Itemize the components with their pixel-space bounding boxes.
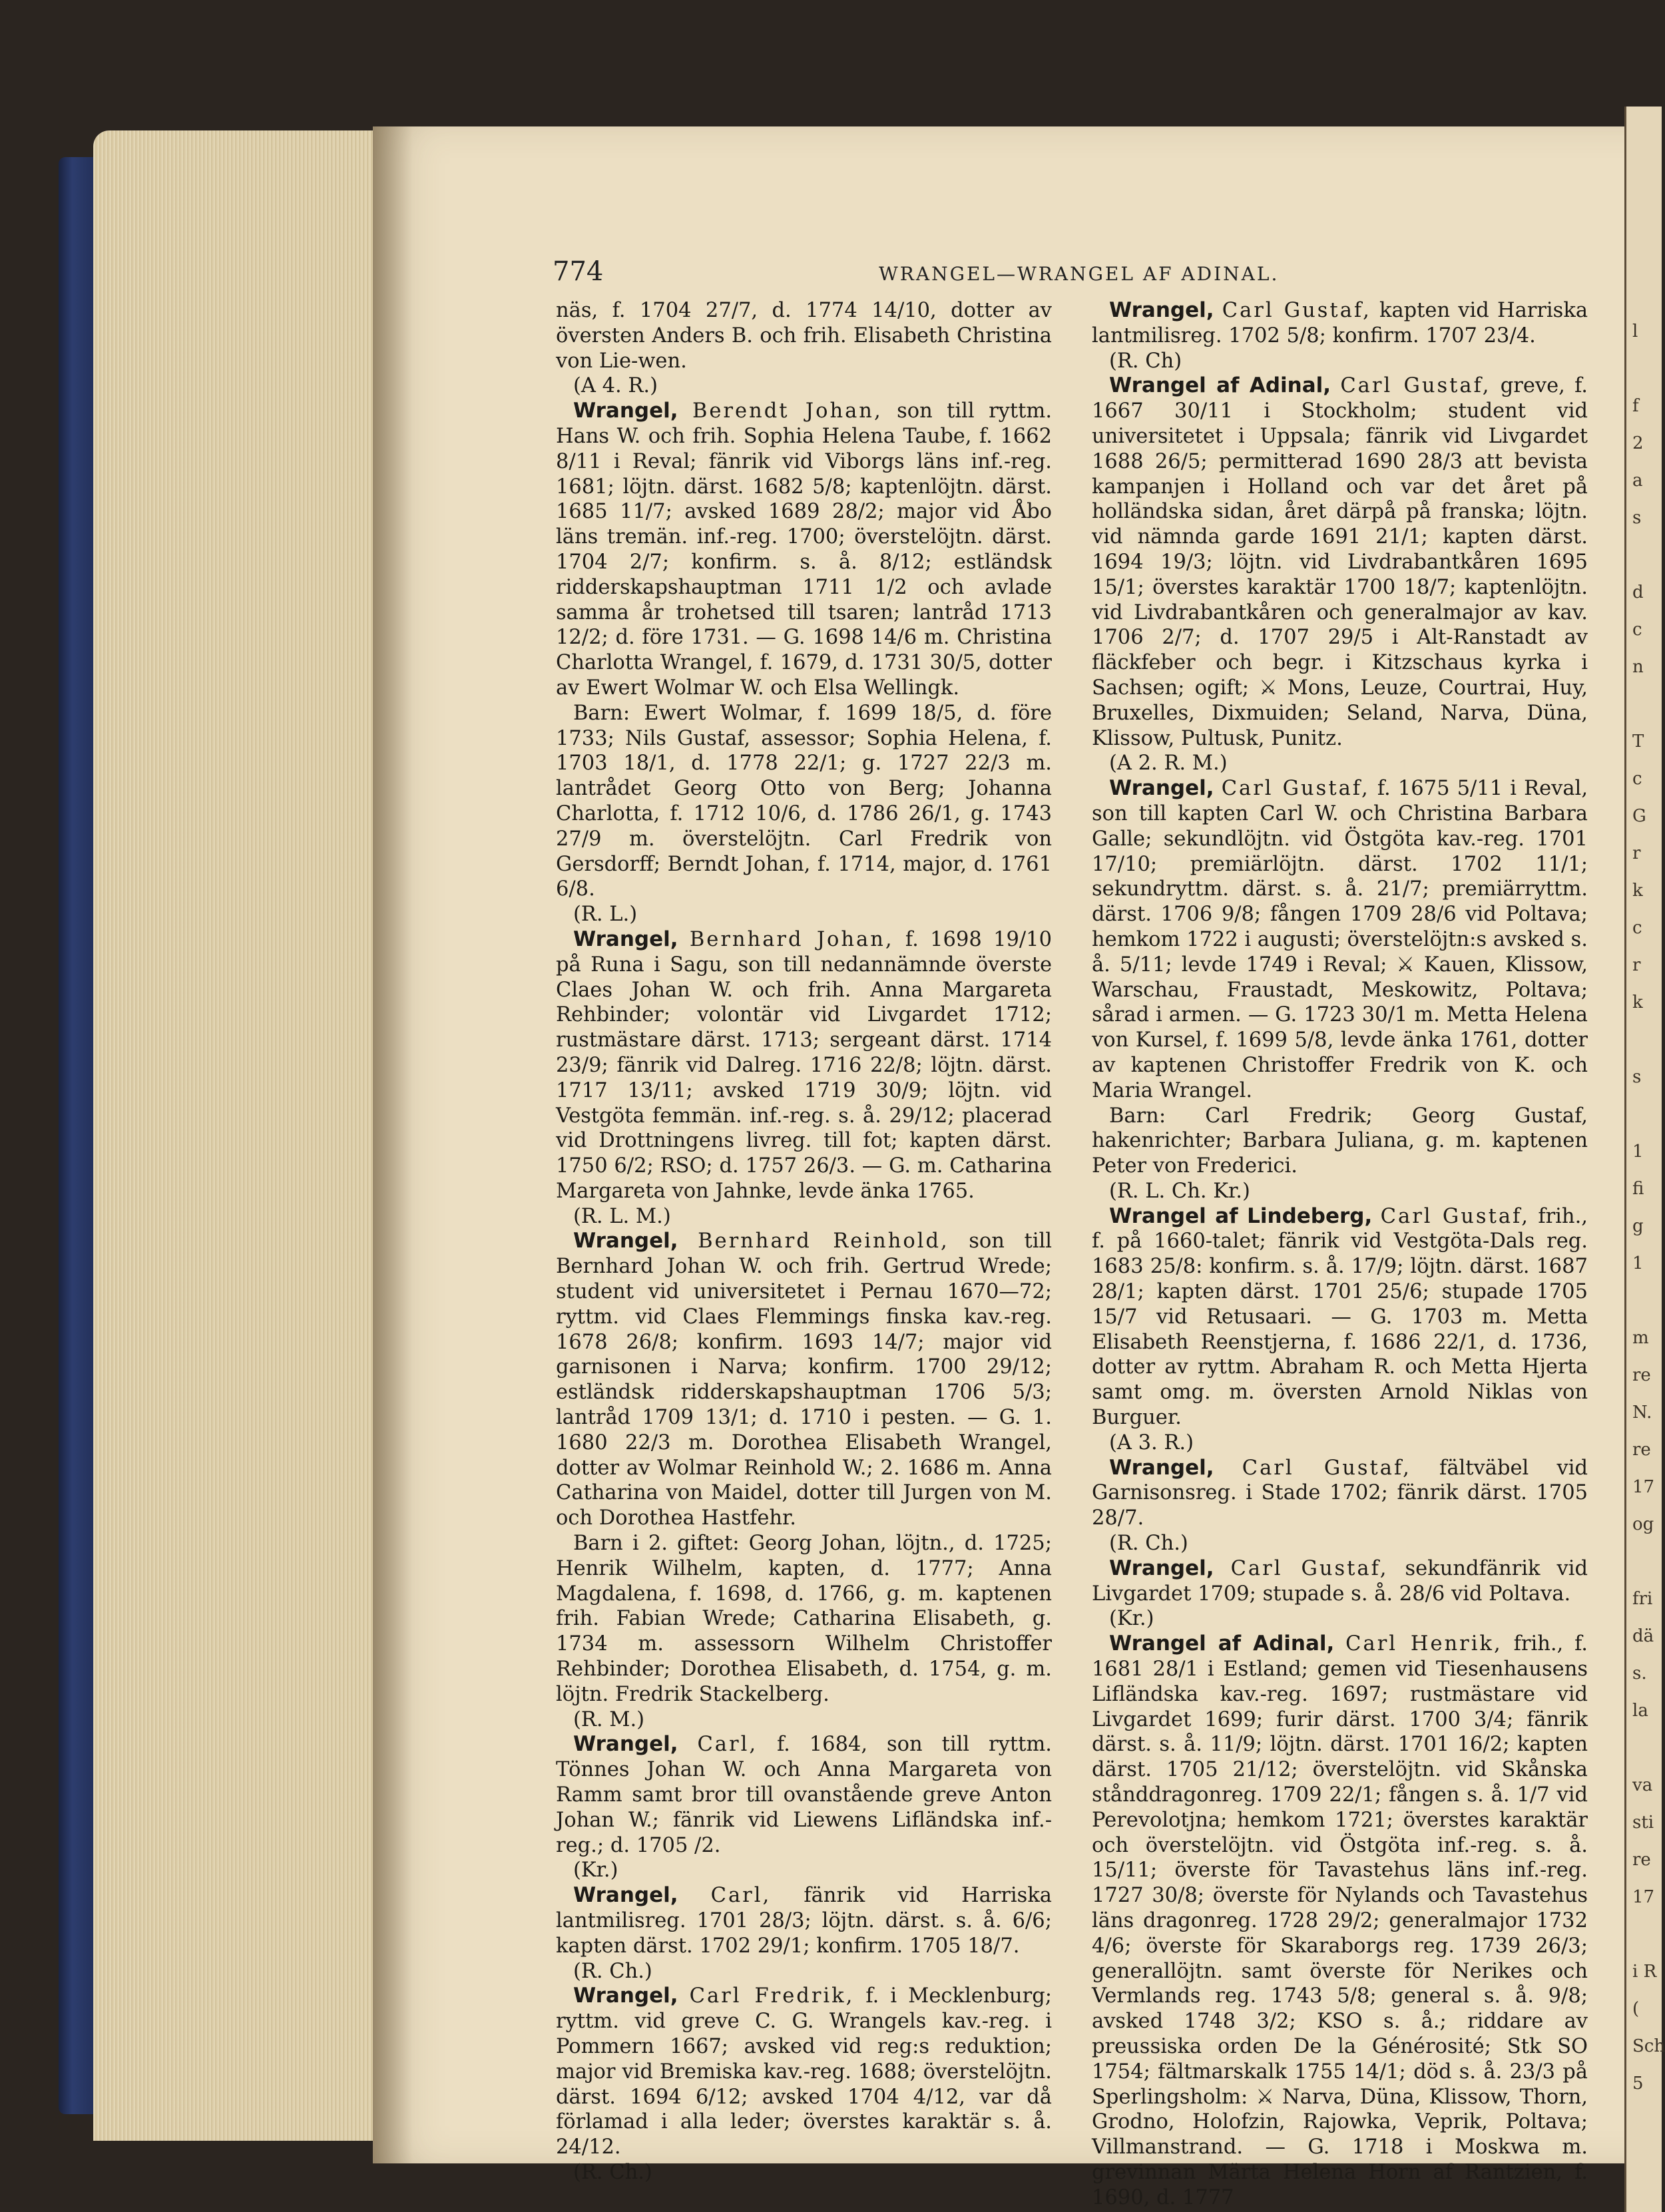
- source-reference: (Kr.): [1109, 1607, 1154, 1631]
- facing-page-fragment: fri: [1632, 1589, 1653, 1609]
- page-header: [553, 256, 1591, 296]
- children-paragraph: Barn: Carl Fredrik; Georg Gustaf, hakenrichter; Barbara Juliana, g. m. kaptenen Peter von Frederici.: [1092, 1104, 1588, 1178]
- entry-text: f. 1684, son till ryttm. Tönnes Johan W. och Anna Margareta von Ramm samt bror till ovanstående greve Anton Johan W.; fänrik vid Liewens Lifländska inf.-reg.; d. 1705 /2.: [556, 1733, 1052, 1857]
- entry-text: sekundfänrik vid Livgardet 1709; stupade s. å. 28/6 vid Poltava.: [1092, 1556, 1588, 1606]
- facing-page-fragment: c: [1632, 769, 1642, 789]
- entry-surname: Wrangel,: [573, 399, 678, 423]
- entry-given-names: Carl,: [697, 1733, 758, 1757]
- facing-page-fragment: re: [1632, 1850, 1651, 1870]
- entry-surname: Wrangel af Adinal,: [1109, 373, 1331, 398]
- entry-text: frih., f. 1681 28/1 i Estland; gemen vid Tiesenhausens Lifländska kav.-reg. 1697; rustmästare vid Livgardet 1699; furir därst. 1700 3/4; fänrik därst. s. å. 11/9; löjtn. därst. 1701 16/2; kapten därst. 1705 21/12; överstelöjtn. vid Skånska stånddragonreg. 1709 22/1; fången s. å. 1/7 vid Perevolotjna; hemkom 1721; överstes karaktär och överstelöjtn. vid Östgöta inf.-reg. s. å. 15/11; överste för Tavastehus läns inf.-reg. 1727 30/8; överste för Nylands och Tavastehus läns dragonreg. 1728 29/2; generalmajor 1732 4/6; överste för Skaraborgs reg. 1739 26/3; generallöjtn. samt överste för Nerikes och Vermlands reg. 1743 5/8; general s. å. 9/8; avsked 1748 3/2; KSO s. å.; riddare av preussiska orden De la Générosité; Stk SO 1754; fältmarskalk 1755 14/1; död s. å. 23/3 på Sperlingsholm: ⚔ Narva, Düna, Klissow, Thorn, Grodno, Holofzin, Rajowka, Veprik, Poltava; Villmanstrand. — G. 1718 i Moskwa m. grevinnan Märta Helena Horn af Rantzien, f. 1690, d. 1777: [1092, 1632, 1588, 2209]
- facing-page-fragment: 17: [1632, 1887, 1655, 1907]
- entry-given-names: Carl Fredrik,: [689, 1984, 855, 2008]
- facing-page-fragment: 5: [1632, 2074, 1644, 2094]
- entry-given-names: Carl Gustaf,: [1222, 299, 1371, 322]
- facing-page-fragment: 1: [1632, 1142, 1644, 1162]
- source-reference: (A 4. R.): [573, 374, 658, 398]
- facing-page-fragment: n: [1632, 657, 1644, 677]
- facing-page-fragment: og: [1632, 1514, 1654, 1534]
- facing-page-fragment: fi: [1632, 1179, 1644, 1199]
- facing-page-fragment: [1632, 1729, 1659, 1767]
- source-reference: (R. Ch): [1109, 349, 1182, 373]
- entry-text: fältväbel vid Garnisonsreg. i Stade 1702; fänrik därst. 1705 28/7.: [1092, 1456, 1588, 1530]
- left-text-column: [556, 298, 1052, 2185]
- entry-given-names: Carl Gustaf,: [1380, 1204, 1530, 1228]
- entry-surname: Wrangel af Adinal,: [1109, 1632, 1335, 1656]
- facing-page-fragment: i R: [1632, 1962, 1657, 1982]
- source-reference: (R. L. M.): [573, 1204, 671, 1228]
- continued-text: näs, f. 1704 27/7, d. 1774 14/10, dotter av översten Anders B. och frih. Elisabeth Christina von Lie-wen.: [556, 299, 1052, 373]
- facing-page-fragment: s: [1632, 508, 1642, 528]
- book-cover-edge: [59, 157, 93, 2114]
- biography-entry: [1092, 776, 1588, 1103]
- entry-text: fänrik vid Harriska lantmilisreg. 1701 28/3; löjtn. därst. s. å. 6/6; kapten därst. 1702 29/1; konfirm. 1705 18/7.: [556, 1884, 1052, 1958]
- entry-given-names: Carl Henrik,: [1345, 1632, 1503, 1656]
- entry-surname: Wrangel,: [573, 1984, 678, 2008]
- facing-page-fragment: (: [1632, 1999, 1640, 2019]
- source-reference: (R. M.): [573, 1707, 645, 1731]
- source-reference: (R. L.): [573, 903, 638, 927]
- facing-page-fragment: re: [1632, 1440, 1651, 1460]
- biography-entry: [556, 927, 1052, 1204]
- facing-page-fragment: dä: [1632, 1626, 1654, 1646]
- entry-surname: Wrangel,: [573, 1732, 678, 1757]
- facing-page-fragment: a: [1632, 471, 1643, 491]
- entry-surname: Wrangel,: [1109, 1455, 1214, 1480]
- source-reference: (R. Ch.): [1109, 1532, 1188, 1556]
- facing-page-fragment: l: [1632, 322, 1638, 341]
- entry-text: f. 1698 19/10 på Runa i Sagu, son till nedannämnde överste Claes Johan W. och frih. Anna Margareta Rehbinder; volontär vid Livgardet 1712; rustmästare därst. 1713; sergeant därst. 1714 23/9; fänrik vid Dalreg. 1716 22/8; löjtn. därst. 1717 13/11; avsked 1719 30/9; löjtn. vid Vestgöta femmän. inf.-reg. s. å. 29/12; placerad vid Drottningens livreg. till fot; kapten därst. 1750 6/2; RSO; d. 1757 26/3. — G. m. Catharina Margareta von Jahnke, levde änka 1765.: [556, 927, 1052, 1203]
- facing-page-fragment: [1632, 1282, 1659, 1319]
- entry-given-names: Bernhard Reinhold,: [698, 1229, 949, 1253]
- page-number: 774: [553, 256, 604, 287]
- facing-page-fragment: [1632, 686, 1659, 723]
- entry-surname: Wrangel,: [1109, 298, 1214, 322]
- biography-entry: [1092, 1204, 1588, 1431]
- facing-page-fragment: 1: [1632, 1253, 1644, 1273]
- biography-entry: [556, 1984, 1052, 2160]
- facing-page-fragment: r: [1632, 955, 1641, 975]
- entry-given-names: Carl Gustaf,: [1242, 1456, 1411, 1480]
- entry-given-names: Berendt Johan,: [692, 399, 883, 423]
- entry-text: son till Bernhard Johan W. och frih. Gertrud Wrede; student vid universitetet i Pernau 1670—72; ryttm. vid Claes Flemmings finska kav.-reg. 1678 26/8; konfirm. 1693 14/7; major vid garnisonen i Narva; konfirm. 1700 29/12; estländsk ridderskapshauptman 1706 5/3; lantråd 1709 13/1; d. 1710 i pesten. — G. 1. 1680 22/3 m. Dorothea Elisabeth Wrangel, dotter av Wolmar Reinhold W.; 2. 1686 m. Anna Catharina von Maidel, dotter till Jurgen von M. och Dorothea Hastfehr.: [556, 1229, 1052, 1530]
- facing-page-fragment: k: [1632, 881, 1643, 901]
- facing-page-fragment: [1632, 1543, 1659, 1580]
- biography-entry: [1092, 1556, 1588, 1607]
- facing-page-fragment: va: [1632, 1775, 1653, 1795]
- facing-page-fragment: [1632, 1916, 1659, 1953]
- entry-surname: Wrangel,: [1109, 1556, 1214, 1580]
- biography-entry: [556, 1229, 1052, 1531]
- entry-given-names: Carl Gustaf,: [1230, 1556, 1389, 1580]
- facing-page-fragment: G: [1632, 806, 1646, 826]
- source-reference: (R. Ch.): [573, 2160, 652, 2184]
- page-block-edges: [93, 130, 379, 2141]
- entry-text: frih., f. på 1660-talet; fänrik vid Vestgöta-Dals reg. 1683 25/8: konfirm. s. å. 17/9; löjtn. därst. 1687 28/1; kapten därst. 1701 25/6; stupade 1705 15/7 vid Retusaari. — G. 1703 m. Metta Elisabeth Reenstjerna, f. 1686 22/1, d. 1736, dotter av ryttm. Abraham R. och Metta Hjerta samt omg. m. översten Arnold Niklas von Burguer.: [1092, 1204, 1588, 1430]
- biography-entry: [1092, 1632, 1588, 2210]
- facing-page-fragment: [1632, 350, 1659, 387]
- entry-text: f. 1675 5/11 i Reval, son till kapten Carl W. och Christina Barbara Galle; sekundlöjtn. vid Östgöta kav.-reg. 1701 17/10; premiärlöjtn. därst. 1702 11/1; sekundryttm. därst. s. å. 21/7; premiärryttm. därst. 1706 9/8; fången 1709 28/6 vid Poltava; hemkom 1722 i augusti; överstelöjtn:s avsked s. å. 5/11; levde 1749 i Reval; ⚔ Kauen, Klissow, Warschau, Fraustadt, Meskowitz, Poltava; sårad i armen. — G. 1723 30/1 m. Metta Helena von Kursel, f. 1699 5/8, levde änka 1761, dotter av kaptenen Christoffer Fredrik von K. och Maria Wrangel.: [1092, 777, 1588, 1102]
- children-paragraph: Barn i 2. giftet: Georg Johan, löjtn., d. 1725; Henrik Wilhelm, kapten, d. 1777; Anna Magdalena, f. 1698, d. 1766, g. m. kaptenen frih. Fabian Wrede; Catharina Elisabeth, g. 1734 m. assessorn Wilhelm Christoffer Rehbinder; Dorothea Elisabeth, d. 1754, g. m. löjtn. Fredrik Stackelberg.: [556, 1532, 1052, 1706]
- biography-entry: [1092, 1456, 1588, 1531]
- facing-page-fragment: m: [1632, 1328, 1649, 1348]
- facing-page-fragment: [1632, 1096, 1659, 1133]
- facing-page-fragment: c: [1632, 918, 1642, 938]
- entry-surname: Wrangel,: [573, 927, 678, 951]
- right-text-column: [1092, 298, 1588, 2211]
- entry-given-names: Carl Gustaf,: [1221, 777, 1370, 801]
- facing-page-fragment: Sch: [1632, 2036, 1665, 2056]
- facing-page-fragment: g: [1632, 1216, 1644, 1236]
- facing-page-fragment: [1632, 1021, 1659, 1058]
- source-reference: (R. Ch.): [573, 1959, 652, 1983]
- children-paragraph: Barn: Ewert Wolmar, f. 1699 18/5, d. före 1733; Nils Gustaf, assessor; Sophia Helena, f. 1703 18/1, d. 1778 22/1; g. 1727 22/3 m. lantrådet Georg Otto von Berg; Johanna Charlotta, f. 1712 10/6, d. 1786 26/1, g. 1743 27/9 m. överstelöjtn. Carl Fredrik von Gersdorff; Berndt Johan, f. 1714, major, d. 1761 6/8.: [556, 701, 1052, 901]
- source-reference: (Kr.): [573, 1859, 618, 1882]
- facing-page-fragment: f: [1632, 396, 1639, 416]
- facing-page-fragment: s: [1632, 1067, 1642, 1087]
- facing-page-fragment: s.: [1632, 1663, 1647, 1683]
- facing-page-fragment: k: [1632, 993, 1643, 1012]
- entry-text: greve, f. 1667 30/11 i Stockholm; student vid universitetet i Uppsala; fänrik vid Livgardet 1688 26/5; permitterad 1690 28/3 att bevista kampanjen i Holland och var det året på holländska sidan, året därpå på franska; löjtn. vid nämnda garde 1691 21/1; kapten därst. 1694 19/3; löjtn. vid Livdrabantkåren 1695 15/1; överstes karaktär 1700 18/7; kaptenlöjtn. vid Livdrabantkåren och generalmajor av kav. 1706 2/7; d. 1707 29/5 i Alt-Ranstadt av fläckfeber och begr. i Kitzschaus kyrka i Sachsen; ogift; ⚔ Mons, Leuze, Courtrai, Huy, Bruxelles, Dixmuiden; Seland, Narva, Düna, Klissow, Pultusk, Punitz.: [1092, 374, 1588, 750]
- entry-surname: Wrangel,: [573, 1883, 678, 1908]
- facing-page-fragment: d: [1632, 582, 1644, 602]
- biography-entry: [556, 1883, 1052, 1958]
- source-reference: (R. L. Ch. Kr.): [1109, 1179, 1250, 1203]
- entry-text: f. i Mecklenburg; ryttm. vid greve C. G. Wrangels kav.-reg. i Pommern 1667; avsked vid reg:s reduktion; major vid Bremiska kav.-reg. 1688; överstelöjtn. därst. 1694 6/12; avsked 1704 4/12, var då förlamad i alla leder; överstes karaktär s. å. 24/12.: [556, 1984, 1052, 2159]
- source-reference: (A 3. R.): [1109, 1431, 1194, 1454]
- biography-entry: [556, 399, 1052, 701]
- entry-given-names: Carl,: [710, 1884, 772, 1908]
- facing-page-fragment: 17: [1632, 1477, 1655, 1497]
- entry-given-names: Carl Gustaf,: [1340, 374, 1491, 398]
- facing-page-text-fragments: [1632, 313, 1665, 2102]
- entry-text: son till ryttm. Hans W. och frih. Sophia Helena Taube, f. 1662 8/11 i Reval; fänrik vid Viborgs läns inf.-reg. 1681; löjtn. därst. 1682 5/8; kaptenlöjtn. därst. 1685 11/7; avsked 1689 28/2; major vid Åbo läns tremän. inf.-reg. 1700; överstelöjtn. därst. 1704 2/7; konfirm. s. å. 8/12; estländsk ridderskapshauptman 1711 1/2 och avlade samma år trohetsed till tsaren; lantråd 1713 12/2; d. före 1731. — G. 1698 14/6 m. Christina Charlotta Wrangel, f. 1679, d. 1731 30/5, dotter av Ewert Wolmar W. och Elsa Wellingk.: [556, 399, 1053, 700]
- facing-page-fragment: N.: [1632, 1403, 1652, 1423]
- entry-surname: Wrangel,: [1109, 776, 1214, 801]
- facing-page-fragment: T: [1632, 732, 1644, 752]
- facing-page-fragment: [1632, 537, 1659, 574]
- facing-page-fragment: re: [1632, 1365, 1651, 1385]
- running-head: WRANGEL—WRANGEL AF ADINAL.: [879, 263, 1280, 285]
- facing-page-fragment: 2: [1632, 433, 1644, 453]
- entry-given-names: Bernhard Johan,: [689, 927, 894, 951]
- biography-entry: [1092, 373, 1588, 751]
- entry-surname: Wrangel,: [573, 1229, 678, 1253]
- biography-entry: [1092, 298, 1588, 349]
- entry-text: kapten vid Harriska lantmilisreg. 1702 5/8; konfirm. 1707 23/4.: [1092, 299, 1588, 347]
- source-reference: (A 2. R. M.): [1109, 752, 1228, 775]
- facing-page-fragment: r: [1632, 843, 1641, 863]
- entry-surname: Wrangel af Lindeberg,: [1109, 1204, 1373, 1228]
- biography-entry: [556, 1732, 1052, 1858]
- gutter-shadow: [373, 126, 413, 2163]
- facing-page-fragment: c: [1632, 620, 1642, 640]
- facing-page-fragment: la: [1632, 1701, 1648, 1721]
- facing-page-fragment: sti: [1632, 1813, 1654, 1833]
